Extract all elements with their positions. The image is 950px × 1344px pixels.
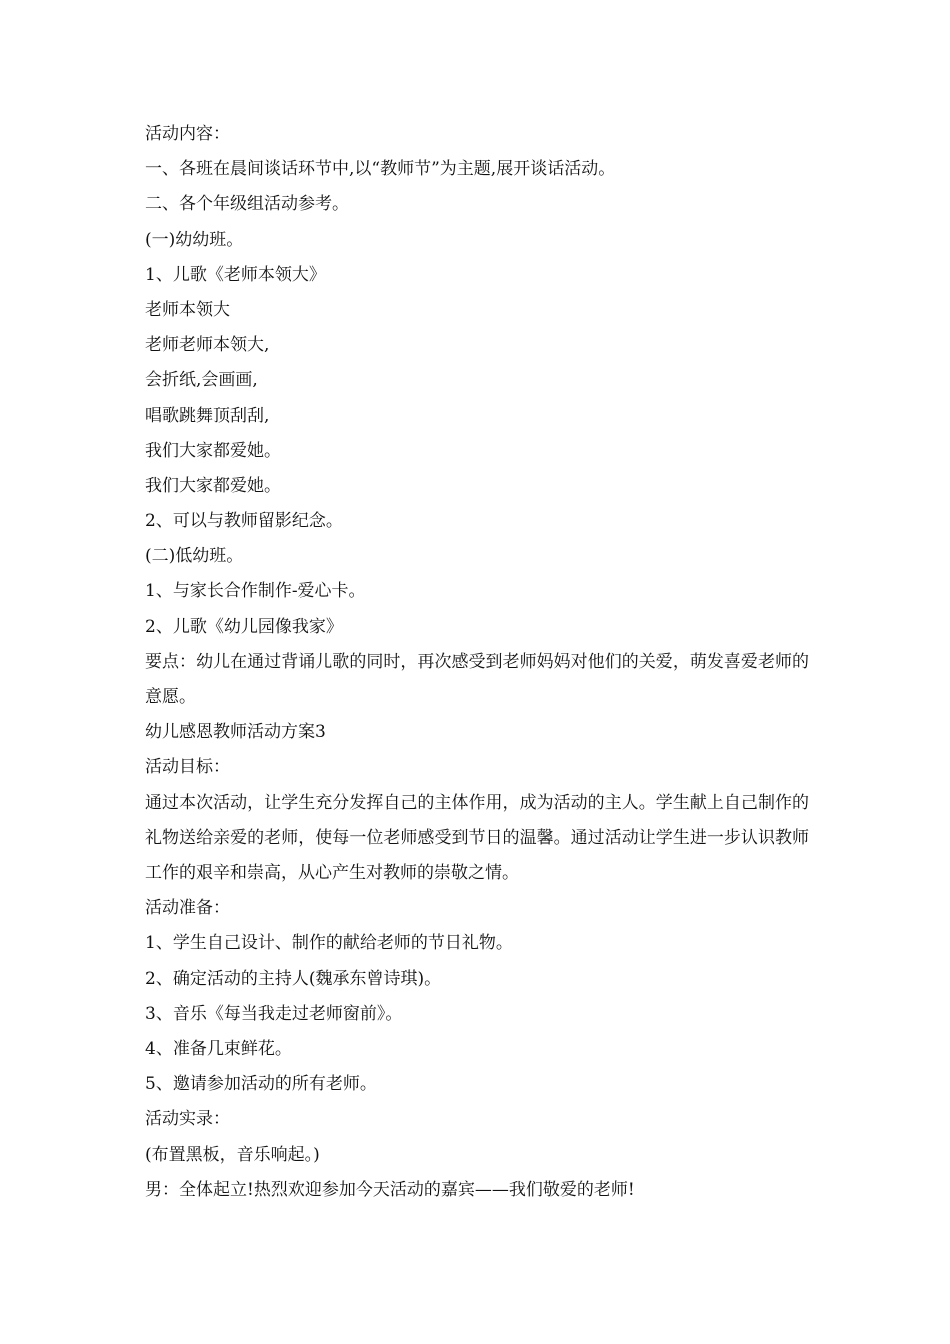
record-line: 男：全体起立!热烈欢迎参加今天活动的嘉宾——我们敬爱的老师! bbox=[145, 1179, 635, 1200]
text-line: 老师本领大 bbox=[145, 299, 230, 320]
key-point-paragraph: 要点：幼儿在通过背诵儿歌的同时，再次感受到老师妈妈对他们的关爱，萌发喜爱老师的意愿。 bbox=[145, 651, 809, 708]
text-line: 2、儿歌《幼儿园像我家》 bbox=[145, 616, 343, 637]
prep-item: 5、邀请参加活动的所有老师。 bbox=[145, 1074, 377, 1095]
text-line: 活动内容： bbox=[145, 124, 230, 144]
prep-item: 4、准备几束鲜花。 bbox=[145, 1038, 292, 1059]
text-line: 会折纸,会画画, bbox=[145, 370, 258, 391]
text-line: 唱歌跳舞顶刮刮, bbox=[145, 405, 270, 426]
text-line: 我们大家都爱她。 bbox=[145, 440, 281, 461]
text-line: 1、与家长合作制作-爱心卡。 bbox=[145, 581, 366, 602]
prep-item: 2、确定活动的主持人(魏承东曾诗琪)。 bbox=[145, 968, 442, 989]
section-title: 幼儿感恩教师活动方案3 bbox=[145, 722, 326, 743]
goal-label: 活动目标： bbox=[145, 757, 230, 778]
text-line: 一、各班在晨间谈话环节中,以“教师节”为主题,展开谈话活动。 bbox=[145, 159, 616, 180]
text-line: (二)低幼班。 bbox=[145, 546, 244, 567]
text-line: (一)幼幼班。 bbox=[145, 229, 244, 250]
document-body bbox=[145, 117, 809, 1208]
text-line: 二、各个年级组活动参考。 bbox=[145, 194, 349, 215]
text-line: 老师老师本领大, bbox=[145, 335, 270, 356]
text-line: 1、儿歌《老师本领大》 bbox=[145, 264, 326, 285]
record-label: 活动实录： bbox=[145, 1109, 230, 1130]
goal-paragraph: 通过本次活动，让学生充分发挥自己的主体作用，成为活动的主人。学生献上自己制作的礼物送给亲爱的老师，使每一位老师感受到节日的温馨。通过活动让学生进一步认识教师工作的艰辛和崇高，从心产生对教师的崇敬之情。 bbox=[145, 792, 809, 883]
prep-item: 3、音乐《每当我走过老师窗前》。 bbox=[145, 1003, 403, 1024]
text-line: 我们大家都爱她。 bbox=[145, 475, 281, 496]
text-line: 2、可以与教师留影纪念。 bbox=[145, 511, 343, 532]
prep-item: 1、学生自己设计、制作的献给老师的节日礼物。 bbox=[145, 933, 513, 954]
record-line: (布置黑板，音乐响起。) bbox=[145, 1144, 320, 1165]
prep-label: 活动准备： bbox=[145, 898, 230, 919]
